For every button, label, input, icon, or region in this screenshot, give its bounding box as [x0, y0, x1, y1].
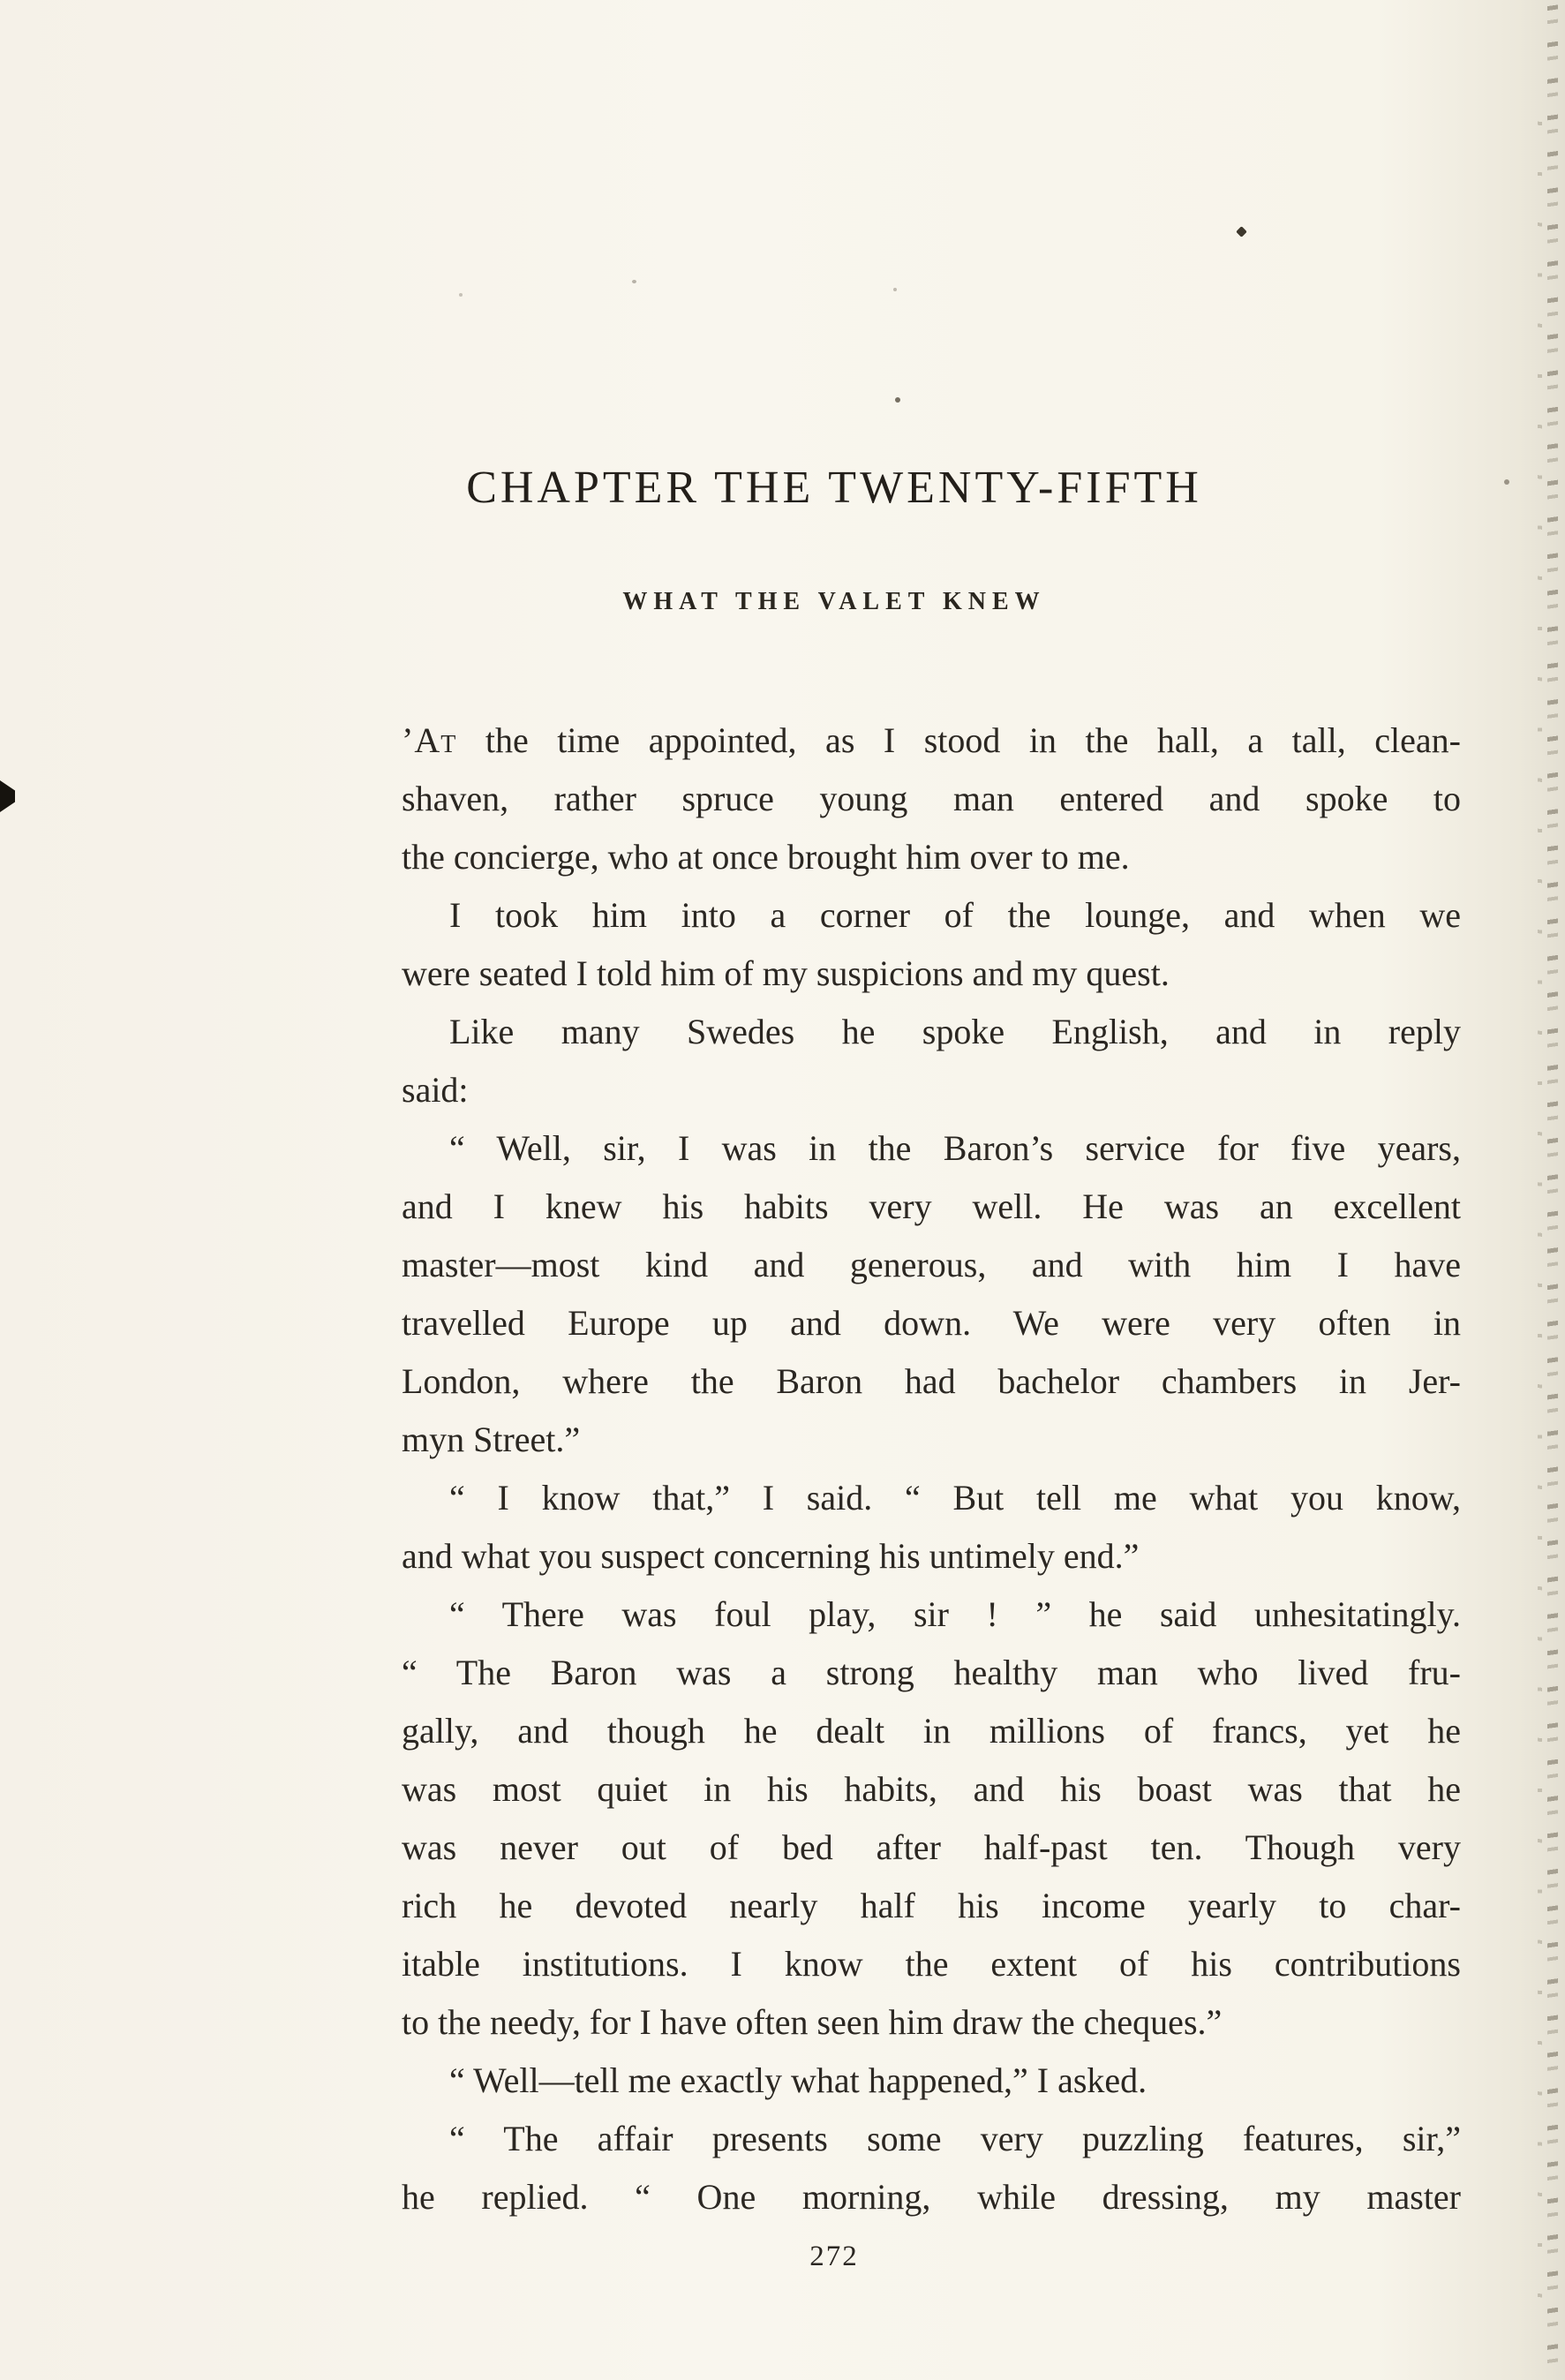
margin-ink-blot: [0, 780, 15, 812]
text-line: master—most kind and generous, and with him I have: [402, 1245, 1461, 1284]
text-line: and I knew his habits very well. He was an excellent: [402, 1186, 1461, 1226]
binding-edge-noise: [1547, 0, 1558, 2380]
text-line: myn Street.”: [402, 1420, 581, 1459]
text-line: were seated I told him of my suspicions and my quest.: [402, 953, 1170, 993]
binding-edge-noise-secondary: [1538, 106, 1542, 2313]
ink-speck: [895, 397, 900, 403]
page-number: 272: [809, 2241, 859, 2272]
ink-speck: [1236, 226, 1247, 237]
text-line: travelled Europe up and down. We were very often in: [402, 1303, 1461, 1343]
text-line: shaven, rather spruce young man entered and spoke to: [402, 779, 1461, 818]
text-line: “ There was foul play, sir ! ” he said unhesitatingly.: [449, 1594, 1461, 1634]
text-line: I took him into a corner of the lounge, and when we: [449, 895, 1461, 935]
opening-small-caps-word: ’At: [402, 720, 457, 760]
body-text: [402, 712, 1461, 2226]
text-line: “ Well—tell me exactly what happened,” I asked.: [449, 2060, 1147, 2100]
ink-speck: [459, 293, 463, 297]
text-line: [402, 712, 1461, 770]
section-heading: WHAT THE VALET KNEW: [622, 588, 1046, 615]
text-line: rich he devoted nearly half his income yearly to char-: [402, 1886, 1461, 1925]
text-line: “ The Baron was a strong healthy man who lived fru-: [402, 1653, 1461, 1692]
text-line: the concierge, who at once brought him over to me.: [402, 837, 1130, 877]
text-line: “ The affair presents some very puzzling features, sir,”: [449, 2119, 1461, 2158]
text-line: was most quiet in his habits, and his boast was that he: [402, 1769, 1461, 1809]
text-line: gally, and though he dealt in millions of francs, yet he: [402, 1711, 1461, 1751]
text-line: Like many Swedes he spoke English, and in reply: [449, 1012, 1461, 1051]
text-line: said:: [402, 1070, 469, 1110]
chapter-title: CHAPTER THE TWENTY-FIFTH: [466, 463, 1202, 513]
text-line: he replied. “ One morning, while dressing, my master: [402, 2177, 1461, 2217]
text-run: the time appointed, as I stood in the hall, a tall, clean-: [456, 720, 1461, 760]
text-line: itable institutions. I know the extent of his contributions: [402, 1944, 1461, 1984]
text-line: “ I know that,” I said. “ But tell me what you know,: [449, 1478, 1461, 1518]
text-line: to the needy, for I have often seen him draw the cheques.”: [402, 2002, 1223, 2042]
text-line: was never out of bed after half-past ten. Though very: [402, 1827, 1461, 1867]
text-line: “ Well, sir, I was in the Baron’s service for five years,: [449, 1128, 1461, 1168]
text-line: and what you suspect concerning his untimely end.”: [402, 1536, 1140, 1576]
ink-speck: [632, 280, 636, 283]
text-line: London, where the Baron had bachelor chambers in Jer-: [402, 1361, 1461, 1401]
ink-speck: [1504, 479, 1509, 485]
ink-speck: [893, 288, 897, 291]
